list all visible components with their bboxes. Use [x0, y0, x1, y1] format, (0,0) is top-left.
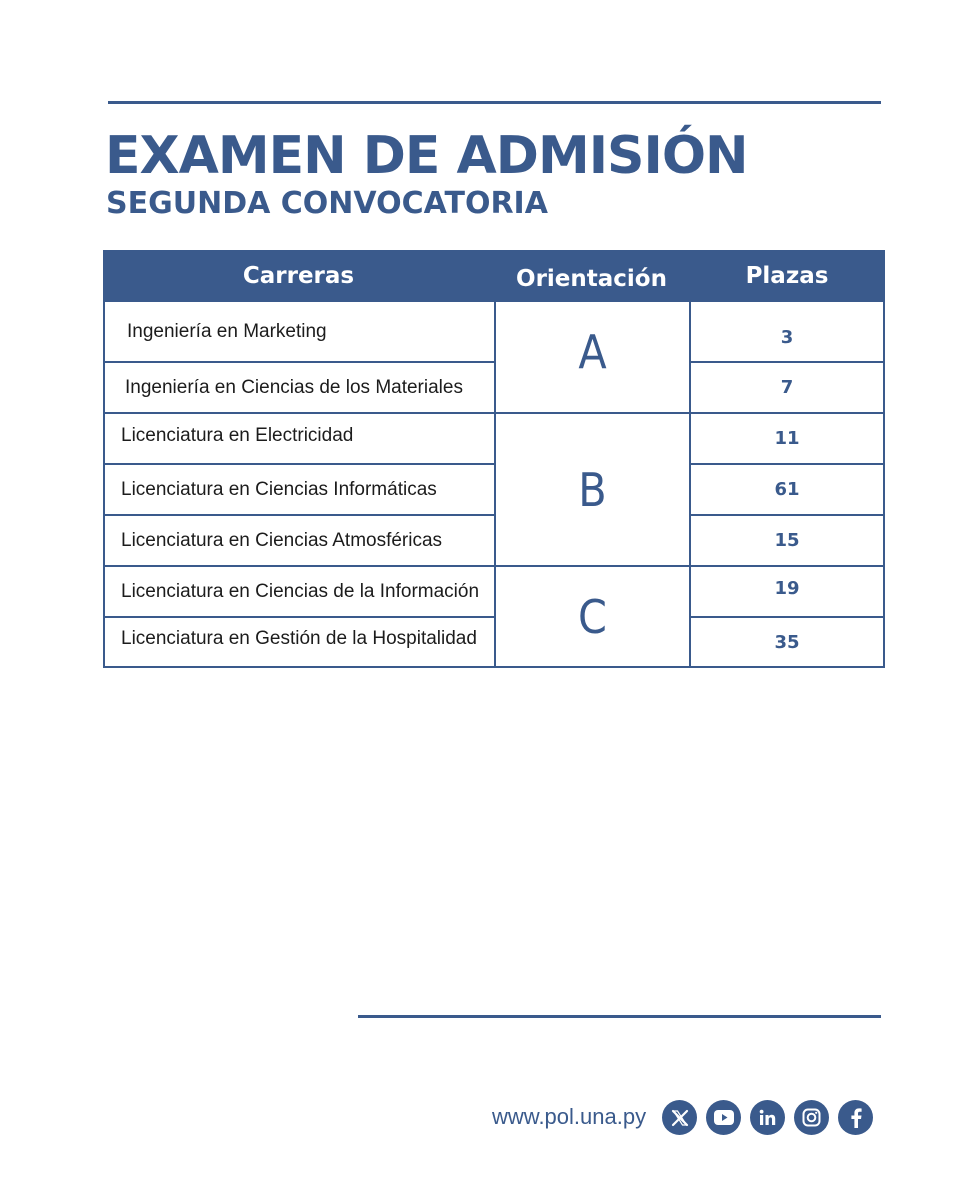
orientation-cell: C [494, 565, 691, 668]
facebook-icon[interactable] [838, 1100, 873, 1135]
bottom-divider [358, 1015, 881, 1018]
plazas-cell: 61 [689, 463, 885, 516]
plazas-cell: 3 [689, 300, 885, 363]
header-orientacion: Orientación [494, 250, 689, 302]
orientation-cell: A [494, 300, 691, 414]
header-plazas: Plazas [689, 250, 885, 302]
career-cell: Licenciatura en Ciencias Informáticas [103, 463, 496, 516]
career-cell: Licenciatura en Gestión de la Hospitalidad [103, 616, 496, 668]
website-link[interactable]: www.pol.una.py [492, 1104, 647, 1129]
plazas-cell: 7 [689, 361, 885, 414]
page-subtitle: SEGUNDA CONVOCATORIA [106, 186, 548, 221]
plazas-cell: 11 [689, 412, 885, 465]
page-title: EXAMEN DE ADMISIÓN [105, 126, 748, 186]
x-icon[interactable] [662, 1100, 697, 1135]
career-cell: Ingeniería en Marketing [103, 300, 496, 363]
career-cell: Licenciatura en Electricidad [103, 412, 496, 465]
top-divider [108, 101, 881, 104]
career-cell: Licenciatura en Ciencias de la Información [103, 565, 496, 618]
career-cell: Licenciatura en Ciencias Atmosféricas [103, 514, 496, 567]
plazas-cell: 19 [689, 565, 885, 618]
linkedin-icon[interactable] [750, 1100, 785, 1135]
header-carreras: Carreras [103, 250, 494, 302]
orientation-cell: B [494, 412, 691, 567]
youtube-icon[interactable] [706, 1100, 741, 1135]
instagram-icon[interactable] [794, 1100, 829, 1135]
career-cell: Ingeniería en Ciencias de los Materiales [103, 361, 496, 414]
plazas-cell: 35 [689, 616, 885, 668]
plazas-cell: 15 [689, 514, 885, 567]
admission-table [103, 250, 885, 668]
